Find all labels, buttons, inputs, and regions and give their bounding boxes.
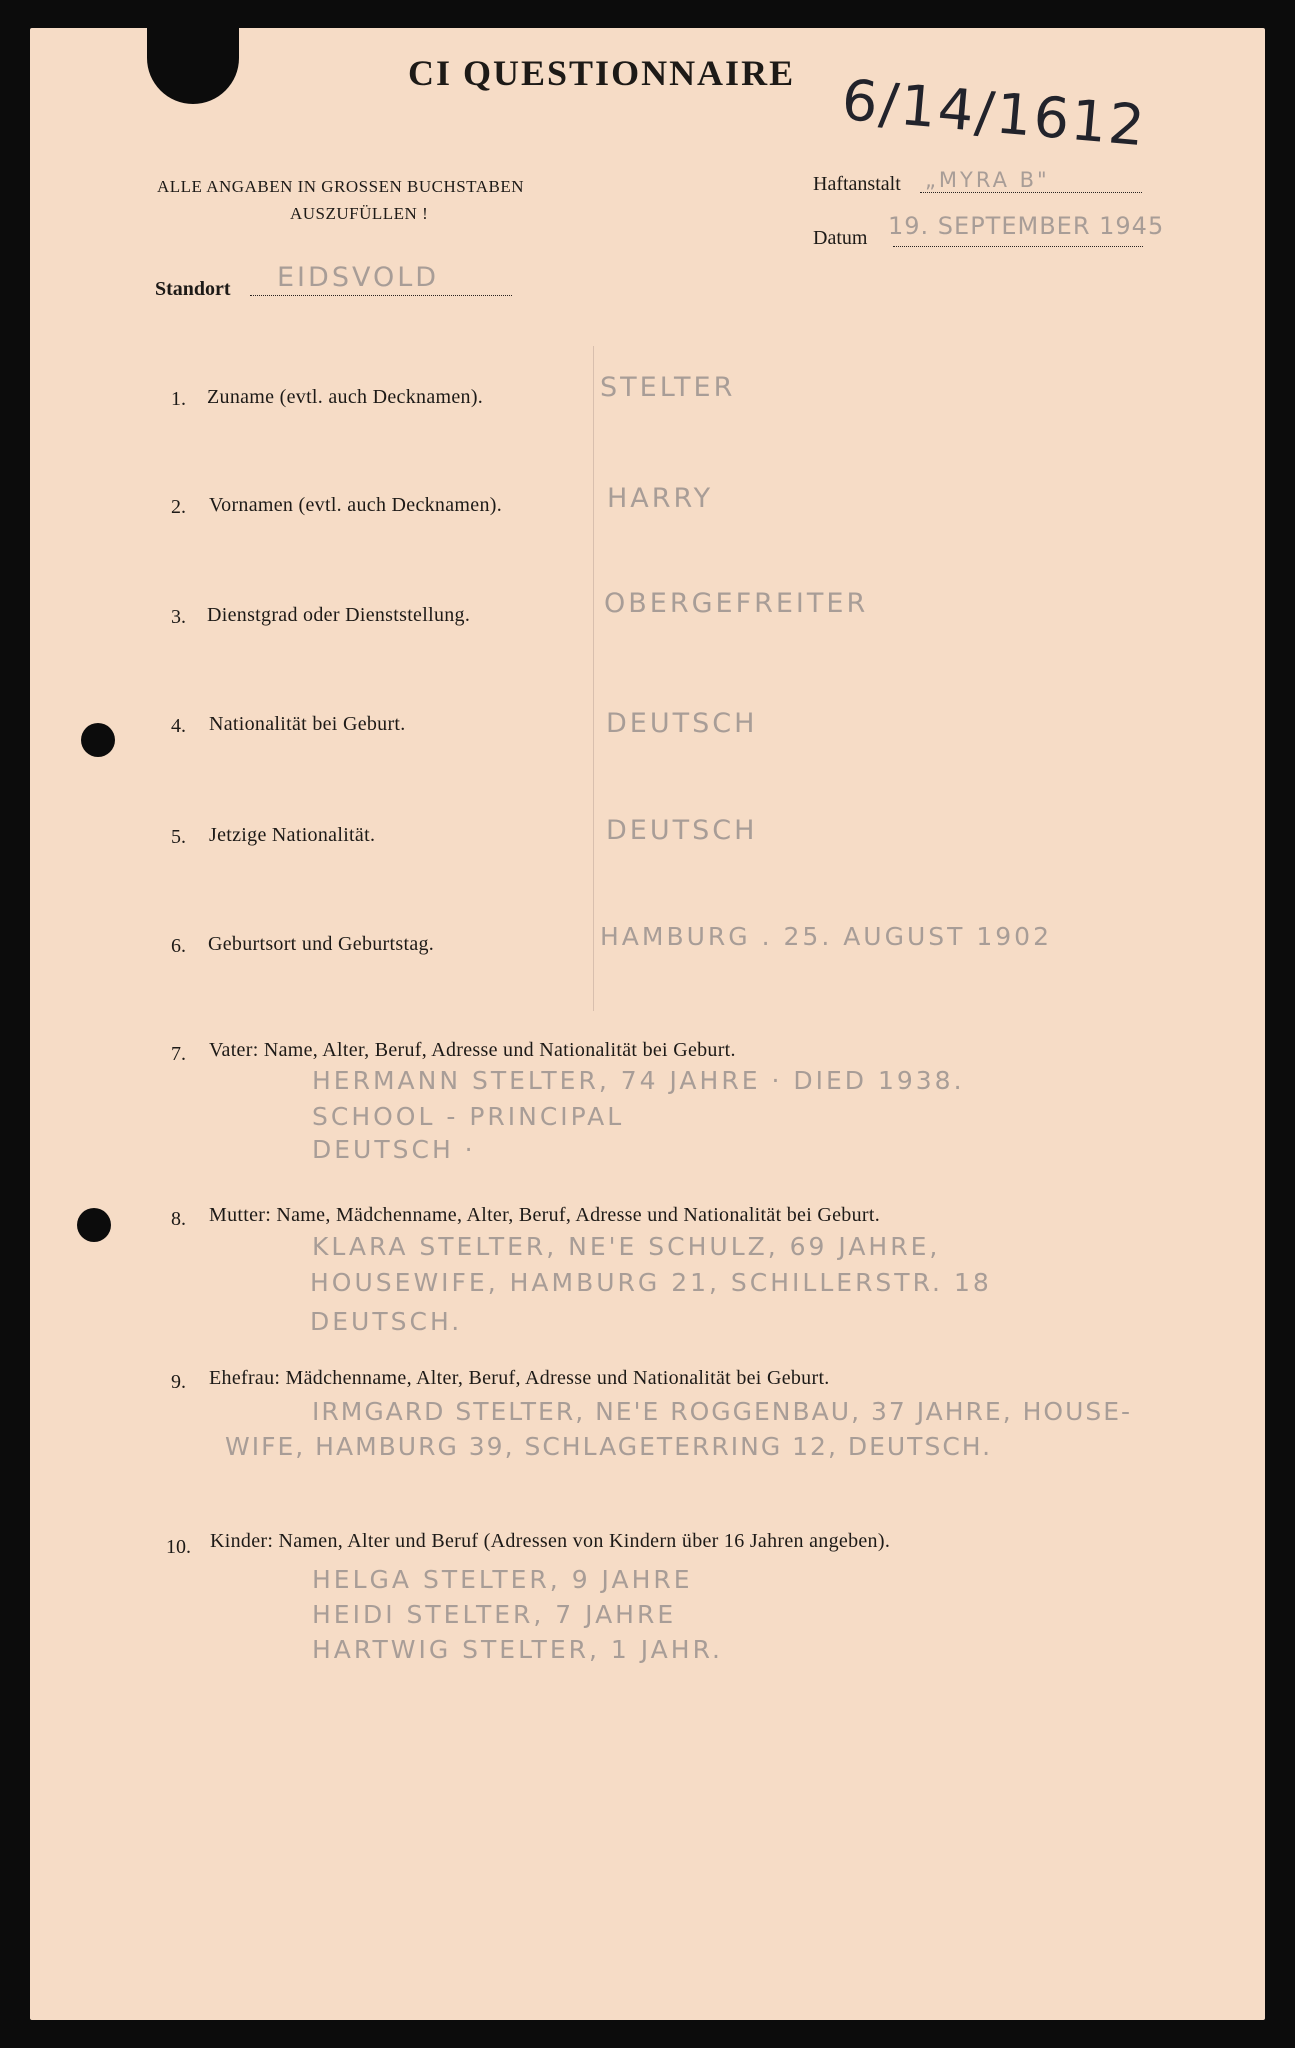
torn-corner	[147, 28, 239, 104]
question-8-number: 8.	[171, 1208, 186, 1230]
question-4-text: Nationalität bei Geburt.	[209, 713, 406, 735]
question-6-text: Geburtsort und Geburtstag.	[208, 933, 435, 955]
answer-7-line-1: HERMANN STELTER, 74 JAHRE · DIED 1938.	[312, 1066, 965, 1095]
handwritten-file-number: 6/14/1612	[839, 68, 1149, 160]
question-7-number: 7.	[171, 1043, 186, 1065]
answer-1: STELTER	[600, 372, 736, 403]
haftanstalt-value: „MYRA B"	[925, 168, 1050, 192]
haftanstalt-label: Haftanstalt	[813, 173, 901, 195]
datum-line	[893, 246, 1143, 247]
datum-label: Datum	[813, 227, 868, 249]
answer-9-line-2: WIFE, HAMBURG 39, SCHLAGETERRING 12, DEUTSCH.	[225, 1432, 993, 1461]
fold-line	[593, 346, 594, 1011]
question-9-number: 9.	[171, 1371, 186, 1393]
punch-hole-top	[81, 723, 115, 757]
question-9-text: Ehefrau: Mädchenname, Alter, Beruf, Adresse und Nationalität bei Geburt.	[209, 1367, 830, 1389]
question-6-number: 6.	[171, 935, 186, 957]
question-1-number: 1.	[171, 388, 186, 410]
answer-8-line-3: DEUTSCH.	[310, 1307, 463, 1336]
answer-7-line-3: DEUTSCH ·	[312, 1135, 476, 1164]
answer-5: DEUTSCH	[606, 815, 758, 846]
question-5-text: Jetzige Nationalität.	[209, 824, 376, 846]
punch-hole-bottom	[77, 1208, 111, 1242]
standort-line	[250, 295, 512, 296]
answer-2: HARRY	[607, 483, 714, 514]
questionnaire-page	[30, 28, 1265, 2020]
instructions-line-1: ALLE ANGABEN IN GROSSEN BUCHSTABEN	[157, 177, 524, 196]
datum-value: 19. SEPTEMBER 1945	[888, 212, 1165, 240]
instructions-line-2: AUSZUFÜLLEN !	[290, 204, 429, 223]
question-10-text: Kinder: Namen, Alter und Beruf (Adressen von Kindern über 16 Jahren angeben).	[210, 1530, 891, 1552]
answer-10-line-1: HELGA STELTER, 9 JAHRE	[312, 1565, 693, 1594]
question-4-number: 4.	[171, 715, 186, 737]
question-3-text: Dienstgrad oder Dienststellung.	[207, 604, 471, 626]
answer-6: HAMBURG . 25. AUGUST 1902	[600, 922, 1052, 951]
answer-9-line-1: IRMGARD STELTER, NE'E ROGGENBAU, 37 JAHRE, HOUSE-	[312, 1397, 1133, 1426]
question-2-number: 2.	[171, 496, 186, 518]
question-3-number: 3.	[171, 606, 186, 628]
standort-label: Standort	[155, 278, 231, 300]
haftanstalt-line	[920, 192, 1142, 193]
answer-8-line-2: HOUSEWIFE, HAMBURG 21, SCHILLERSTR. 18	[310, 1268, 992, 1297]
answer-3: OBERGEFREITER	[604, 588, 869, 619]
question-7-text: Vater: Name, Alter, Beruf, Adresse und Nationalität bei Geburt.	[209, 1039, 736, 1061]
answer-8-line-1: KLARA STELTER, NE'E SCHULZ, 69 JAHRE,	[312, 1232, 941, 1261]
answer-7-line-2: SCHOOL - PRINCIPAL	[312, 1102, 625, 1131]
question-8-text: Mutter: Name, Mädchenname, Alter, Beruf, Adresse und Nationalität bei Geburt.	[209, 1204, 880, 1226]
answer-10-line-3: HARTWIG STELTER, 1 JAHR.	[312, 1635, 724, 1664]
question-5-number: 5.	[171, 826, 186, 848]
standort-value: EIDSVOLD	[277, 262, 440, 293]
question-1-text: Zuname (evtl. auch Decknamen).	[207, 386, 484, 408]
answer-10-line-2: HEIDI STELTER, 7 JAHRE	[312, 1600, 677, 1629]
question-10-number: 10.	[166, 1536, 191, 1558]
question-2-text: Vornamen (evtl. auch Decknamen).	[209, 494, 503, 516]
answer-4: DEUTSCH	[606, 708, 758, 739]
page-title: CI QUESTIONNAIRE	[408, 53, 796, 93]
